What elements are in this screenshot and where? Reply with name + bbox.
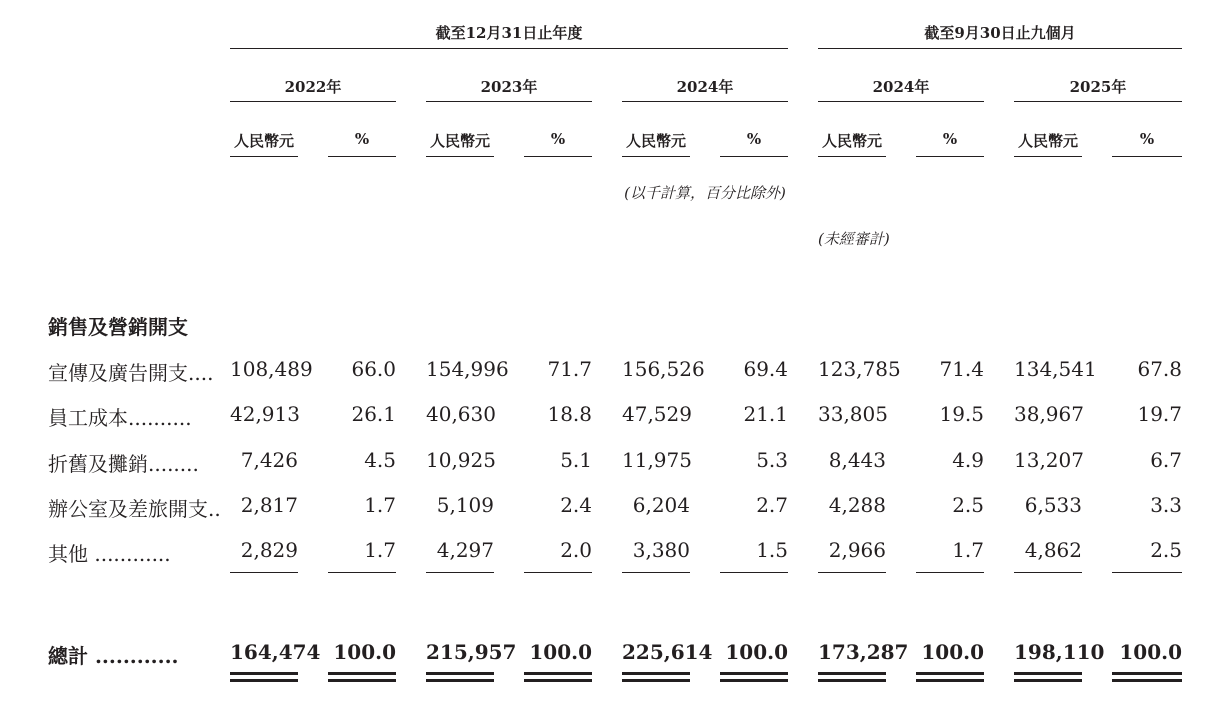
total-double-rule — [622, 672, 690, 675]
amount-cell: 33,805 — [818, 402, 888, 426]
total-double-rule — [1112, 672, 1182, 675]
percent-cell: 1.7 — [364, 493, 396, 517]
header-group-year: 截至12月31日止年度 — [435, 24, 583, 42]
subheader-rule — [328, 156, 396, 157]
subtotal-rule — [328, 572, 396, 573]
subheader-rule — [622, 156, 690, 157]
amount-cell: 4,297 — [436, 538, 494, 562]
total-label: 總計 ............ — [48, 644, 179, 668]
total-amount-cell: 173,287 — [818, 640, 909, 664]
section-title: 銷售及營銷開支 — [48, 315, 188, 339]
amount-cell: 134,541 — [1014, 357, 1097, 381]
subheader-rule — [524, 156, 592, 157]
percent-cell: 2.5 — [1150, 538, 1182, 562]
total-double-rule — [916, 672, 984, 675]
total-double-rule — [1014, 672, 1082, 675]
total-percent-cell: 100.0 — [333, 640, 396, 664]
total-double-rule — [818, 672, 886, 675]
total-percent-cell: 100.0 — [725, 640, 788, 664]
amount-cell: 7,426 — [240, 448, 298, 472]
total-double-rule — [426, 679, 494, 682]
percent-cell: 1.7 — [364, 538, 396, 562]
thousands-note: (以千計算，百分比除外) — [624, 184, 786, 202]
total-double-rule — [230, 679, 298, 682]
subheader-rule — [720, 156, 788, 157]
amount-cell: 154,996 — [426, 357, 509, 381]
row-label: 員工成本.......... — [48, 406, 192, 430]
subtotal-rule — [230, 572, 298, 573]
header-group-nine-months: 截至9月30日止九個月 — [924, 24, 1076, 42]
amount-cell: 3,380 — [632, 538, 690, 562]
total-double-rule — [1112, 679, 1182, 682]
subtotal-rule — [622, 572, 690, 573]
total-double-rule — [328, 672, 396, 675]
percent-cell: 5.1 — [560, 448, 592, 472]
pct-header: % — [1139, 130, 1155, 148]
percent-cell: 26.1 — [351, 402, 396, 426]
percent-cell: 6.7 — [1150, 448, 1182, 472]
year-rule — [230, 101, 396, 102]
total-percent-cell: 100.0 — [529, 640, 592, 664]
rmb-header: 人民幣元 — [821, 132, 882, 150]
amount-cell: 40,630 — [426, 402, 496, 426]
rmb-header: 人民幣元 — [233, 132, 294, 150]
subtotal-rule — [1014, 572, 1082, 573]
percent-cell: 2.7 — [756, 493, 788, 517]
percent-cell: 19.7 — [1137, 402, 1182, 426]
amount-cell: 6,204 — [632, 493, 690, 517]
total-double-rule — [230, 672, 298, 675]
amount-cell: 2,817 — [240, 493, 298, 517]
row-label: 折舊及攤銷........ — [48, 452, 199, 476]
amount-cell: 8,443 — [828, 448, 886, 472]
total-double-rule — [720, 679, 788, 682]
subheader-rule — [916, 156, 984, 157]
total-double-rule — [916, 679, 984, 682]
percent-cell: 19.5 — [939, 402, 984, 426]
year-rule — [426, 101, 592, 102]
year-header-2022: 2022年 — [284, 78, 342, 96]
percent-cell: 3.3 — [1150, 493, 1182, 517]
amount-cell: 13,207 — [1014, 448, 1084, 472]
percent-cell: 67.8 — [1137, 357, 1182, 381]
total-amount-cell: 215,957 — [426, 640, 517, 664]
total-percent-cell: 100.0 — [921, 640, 984, 664]
total-double-rule — [524, 679, 592, 682]
total-amount-cell: 198,110 — [1014, 640, 1105, 664]
subtotal-rule — [916, 572, 984, 573]
percent-cell: 5.3 — [756, 448, 788, 472]
amount-cell: 47,529 — [622, 402, 692, 426]
year-header-2025-nine-months: 2025年 — [1069, 78, 1127, 96]
amount-cell: 11,975 — [622, 448, 692, 472]
percent-cell: 4.5 — [364, 448, 396, 472]
header-group-year-rule — [230, 48, 788, 49]
percent-cell: 69.4 — [743, 357, 788, 381]
percent-cell: 21.1 — [743, 402, 788, 426]
row-label: 其他 ............ — [48, 542, 171, 566]
pct-header: % — [746, 130, 762, 148]
subtotal-rule — [818, 572, 886, 573]
year-header-2024: 2024年 — [676, 78, 734, 96]
year-header-2024-nine-months: 2024年 — [872, 78, 930, 96]
amount-cell: 6,533 — [1024, 493, 1082, 517]
unaudited-note: (未經審計) — [818, 230, 890, 248]
total-double-rule — [1014, 679, 1082, 682]
total-double-rule — [818, 679, 886, 682]
total-double-rule — [426, 672, 494, 675]
percent-cell: 1.7 — [952, 538, 984, 562]
total-double-rule — [524, 672, 592, 675]
rmb-header: 人民幣元 — [1017, 132, 1078, 150]
header-group-nine-months-rule — [818, 48, 1182, 49]
amount-cell: 42,913 — [230, 402, 300, 426]
year-header-2023: 2023年 — [480, 78, 538, 96]
subtotal-rule — [720, 572, 788, 573]
subheader-rule — [1112, 156, 1182, 157]
percent-cell: 71.7 — [547, 357, 592, 381]
rmb-header: 人民幣元 — [625, 132, 686, 150]
percent-cell: 2.4 — [560, 493, 592, 517]
percent-cell: 66.0 — [351, 357, 396, 381]
amount-cell: 108,489 — [230, 357, 313, 381]
amount-cell: 38,967 — [1014, 402, 1084, 426]
pct-header: % — [942, 130, 958, 148]
amount-cell: 5,109 — [436, 493, 494, 517]
year-rule — [1014, 101, 1182, 102]
percent-cell: 18.8 — [547, 402, 592, 426]
amount-cell: 2,829 — [240, 538, 298, 562]
amount-cell: 156,526 — [622, 357, 705, 381]
pct-header: % — [354, 130, 370, 148]
subheader-rule — [1014, 156, 1082, 157]
subtotal-rule — [1112, 572, 1182, 573]
percent-cell: 2.5 — [952, 493, 984, 517]
amount-cell: 123,785 — [818, 357, 901, 381]
amount-cell: 4,288 — [828, 493, 886, 517]
subheader-rule — [818, 156, 886, 157]
total-double-rule — [720, 672, 788, 675]
amount-cell: 4,862 — [1024, 538, 1082, 562]
rmb-header: 人民幣元 — [429, 132, 490, 150]
amount-cell: 2,966 — [828, 538, 886, 562]
percent-cell: 2.0 — [560, 538, 592, 562]
pct-header: % — [550, 130, 566, 148]
subtotal-rule — [426, 572, 494, 573]
total-double-rule — [328, 679, 396, 682]
subheader-rule — [230, 156, 298, 157]
year-rule — [818, 101, 984, 102]
percent-cell: 1.5 — [756, 538, 788, 562]
total-amount-cell: 225,614 — [622, 640, 713, 664]
subtotal-rule — [524, 572, 592, 573]
total-double-rule — [622, 679, 690, 682]
row-label: 辦公室及差旅開支.. — [48, 497, 221, 521]
amount-cell: 10,925 — [426, 448, 496, 472]
row-label: 宣傳及廣告開支.... — [48, 361, 214, 385]
subheader-rule — [426, 156, 494, 157]
total-percent-cell: 100.0 — [1119, 640, 1182, 664]
total-amount-cell: 164,474 — [230, 640, 321, 664]
percent-cell: 4.9 — [952, 448, 984, 472]
percent-cell: 71.4 — [939, 357, 984, 381]
year-rule — [622, 101, 788, 102]
